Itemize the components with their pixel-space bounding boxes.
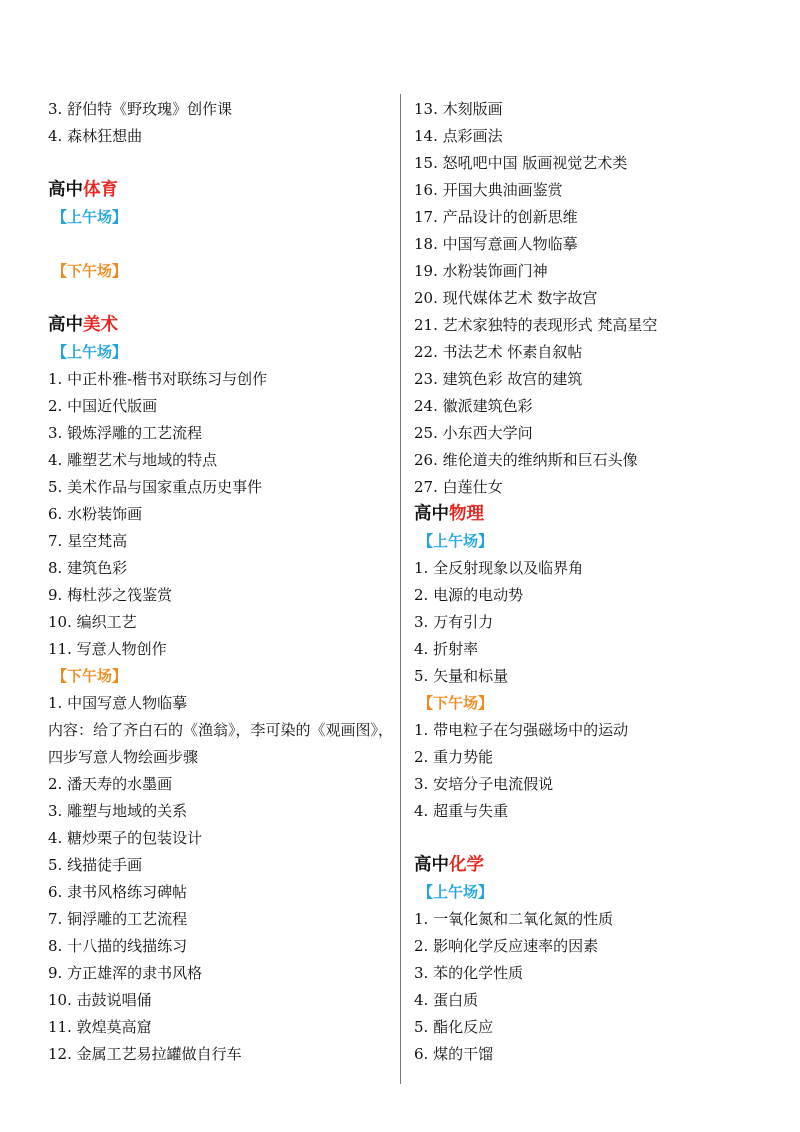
session-label-am: 【上午场】 — [418, 532, 494, 550]
session-label-pm: 【下午场】 — [52, 667, 128, 685]
list-item: 14. 点彩画法 — [414, 127, 503, 145]
heading-prefix: 高中 — [48, 180, 83, 200]
list-item: 2. 电源的电动势 — [414, 586, 524, 604]
list-item: 19. 水粉装饰画门神 — [414, 262, 548, 280]
list-item: 22. 书法艺术 怀素自叙帖 — [414, 343, 583, 361]
list-item: 10. 击鼓说唱俑 — [48, 991, 152, 1009]
content-note: 内容：给了齐白石的《渔翁》，李可染的《观画图》，四步写意人物绘画步骤 — [48, 721, 394, 766]
list-item: 3. 锻炼浮雕的工艺流程 — [48, 424, 203, 442]
list-item: 1. 带电粒子在匀强磁场中的运动 — [414, 721, 629, 739]
music-list — [48, 96, 393, 150]
list-item: 2. 潘天寿的水墨画 — [48, 775, 173, 793]
list-item: 21. 艺术家独特的表现形式 梵高星空 — [414, 316, 658, 334]
list-item: 12. 金属工艺易拉罐做自行车 — [48, 1045, 242, 1063]
list-item: 8. 建筑色彩 — [48, 559, 128, 577]
list-item: 1. 一氧化氮和二氧化氮的性质 — [414, 910, 614, 928]
column-divider — [400, 94, 401, 1084]
list-item: 11. 写意人物创作 — [48, 640, 167, 658]
session-label-am: 【上午场】 — [52, 343, 128, 361]
list-item: 3. 舒伯特《野玫瑰》创作课 — [48, 100, 233, 118]
list-item: 6. 水粉装饰画 — [48, 505, 143, 523]
list-item: 9. 方正雄浑的隶书风格 — [48, 964, 203, 982]
section-heading-physics — [414, 501, 784, 528]
list-item: 4. 超重与失重 — [414, 802, 509, 820]
list-item: 9. 梅杜莎之筏鉴赏 — [48, 586, 173, 604]
chemistry-am-list — [414, 906, 784, 1068]
list-item: 15. 怒吼吧中国 版画视觉艺术类 — [414, 154, 628, 172]
list-item: 13. 木刻版画 — [414, 100, 503, 118]
art-pm-list — [48, 771, 393, 1068]
art-more-list — [414, 96, 784, 501]
heading-subject: 物理 — [449, 504, 484, 524]
list-item: 2. 影响化学反应速率的因素 — [414, 937, 599, 955]
list-item: 1. 中国写意人物临摹 — [48, 694, 188, 712]
list-item: 4. 糖炒栗子的包装设计 — [48, 829, 203, 847]
list-item: 17. 产品设计的创新思维 — [414, 208, 578, 226]
list-item: 3. 苯的化学性质 — [414, 964, 524, 982]
list-item: 4. 蛋白质 — [414, 991, 479, 1009]
list-item: 1. 中正朴雅-楷书对联练习与创作 — [48, 370, 268, 388]
list-item: 2. 重力势能 — [414, 748, 494, 766]
section-heading-chemistry — [414, 852, 784, 879]
heading-subject: 化学 — [449, 855, 484, 875]
session-label-pm: 【下午场】 — [418, 694, 494, 712]
heading-prefix: 高中 — [414, 855, 449, 875]
list-item: 6. 隶书风格练习碑帖 — [48, 883, 188, 901]
physics-pm-list — [414, 717, 784, 825]
list-item: 20. 现代媒体艺术 数字故宫 — [414, 289, 598, 307]
list-item: 5. 酯化反应 — [414, 1018, 494, 1036]
list-item: 18. 中国写意画人物临摹 — [414, 235, 578, 253]
list-item: 8. 十八描的线描练习 — [48, 937, 188, 955]
list-item: 1. 全反射现象以及临界角 — [414, 559, 584, 577]
list-item: 4. 雕塑艺术与地域的特点 — [48, 451, 218, 469]
list-item: 3. 万有引力 — [414, 613, 494, 631]
list-item: 5. 美术作品与国家重点历史事件 — [48, 478, 263, 496]
heading-subject: 体育 — [83, 180, 118, 200]
list-item: 27. 白莲仕女 — [414, 478, 503, 496]
session-label-am: 【上午场】 — [418, 883, 494, 901]
left-column — [48, 96, 393, 1068]
section-heading-pe — [48, 177, 393, 204]
list-item: 2. 中国近代版画 — [48, 397, 158, 415]
list-item: 6. 煤的干馏 — [414, 1045, 494, 1063]
heading-prefix: 高中 — [414, 504, 449, 524]
list-item: 24. 徽派建筑色彩 — [414, 397, 533, 415]
heading-prefix: 高中 — [48, 315, 83, 335]
art-am-list — [48, 366, 393, 663]
list-item: 5. 线描徒手画 — [48, 856, 143, 874]
list-item: 26. 维伦道夫的维纳斯和巨石头像 — [414, 451, 638, 469]
physics-am-list — [414, 555, 784, 690]
session-label-am: 【上午场】 — [52, 208, 128, 226]
list-item: 11. 敦煌莫高窟 — [48, 1018, 152, 1036]
list-item: 3. 雕塑与地域的关系 — [48, 802, 188, 820]
session-label-pm: 【下午场】 — [52, 262, 128, 280]
list-item: 7. 铜浮雕的工艺流程 — [48, 910, 188, 928]
list-item: 16. 开国大典油画鉴赏 — [414, 181, 563, 199]
list-item: 7. 星空梵高 — [48, 532, 128, 550]
list-item: 25. 小东西大学问 — [414, 424, 533, 442]
list-item: 4. 折射率 — [414, 640, 479, 658]
list-item: 23. 建筑色彩 故宫的建筑 — [414, 370, 583, 388]
list-item: 4. 森林狂想曲 — [48, 127, 143, 145]
list-item: 5. 矢量和标量 — [414, 667, 509, 685]
heading-subject: 美术 — [83, 315, 118, 335]
list-item: 10. 编织工艺 — [48, 613, 137, 631]
list-item: 3. 安培分子电流假说 — [414, 775, 554, 793]
right-column — [414, 96, 784, 1068]
section-heading-art — [48, 312, 393, 339]
